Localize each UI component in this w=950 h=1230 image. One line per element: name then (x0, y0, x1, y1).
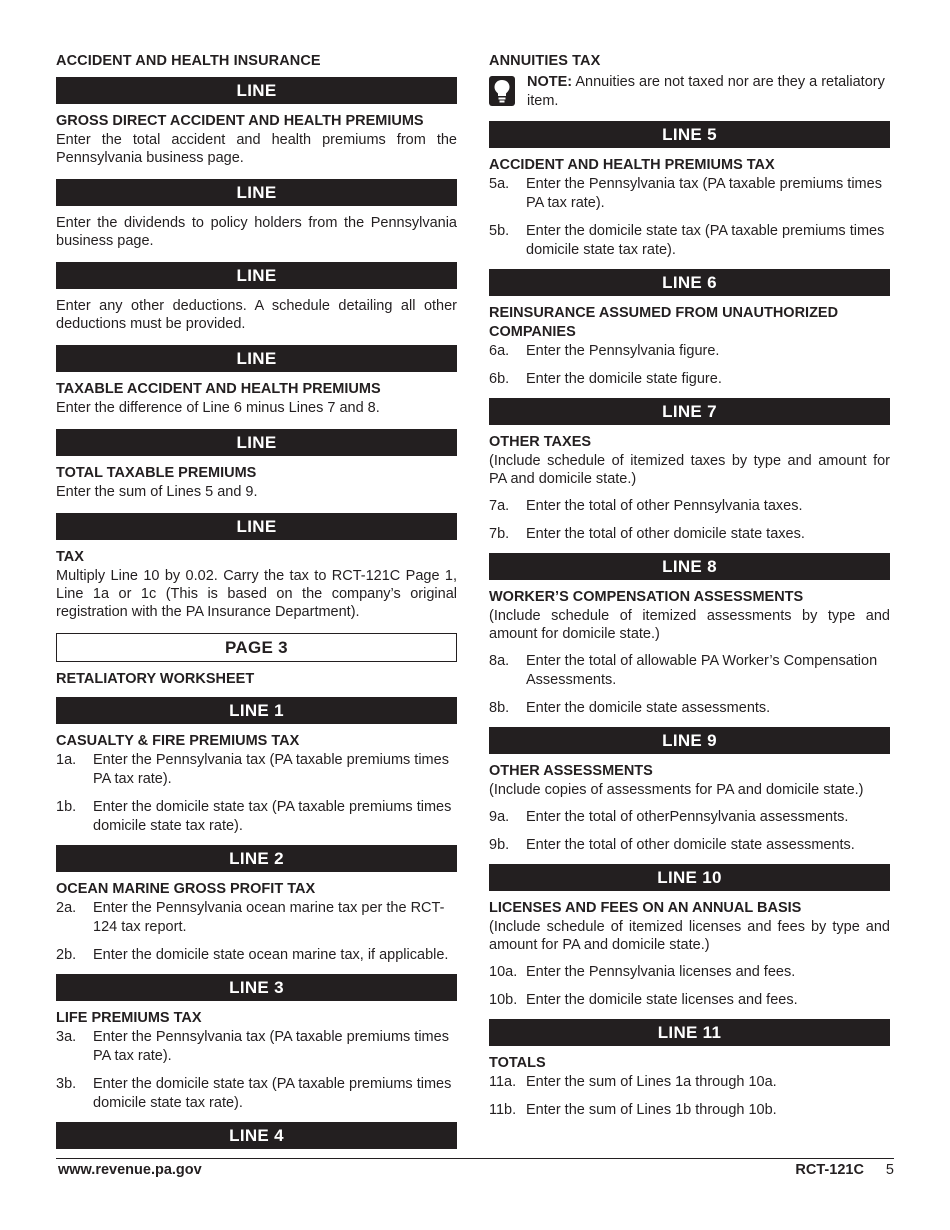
line-bar: LINE (56, 77, 457, 104)
line-instruction: (Include schedule of itemized licenses and fees by type and amount for PA and domicile state.) (489, 919, 890, 953)
list-item: 9a. Enter the total of otherPennsylvania assessments. (489, 809, 849, 825)
footer-website-link[interactable]: www.revenue.pa.gov (58, 1162, 202, 1178)
line-heading: TOTALS (489, 1055, 546, 1071)
line-bar: LINE (56, 262, 457, 289)
note-callout (489, 73, 890, 111)
line-instruction: Enter the dividends to policy holders from the Pennsylvania business page. (56, 215, 457, 249)
line-heading: OTHER TAXES (489, 434, 592, 450)
list-item: 8a. Enter the total of allowable PA Worker’s Compensation Assessments. (489, 653, 878, 688)
line-heading: REINSURANCE ASSUMED FROM UNAUTHORIZED COMPANIES (489, 305, 839, 340)
line-instruction: (Include schedule of itemized assessments by type and amount for domicile state.) (489, 608, 890, 642)
line-6-bar: LINE 6 (489, 269, 890, 296)
list-item: 2a. Enter the Pennsylvania ocean marine tax per the RCT-124 tax report. (56, 900, 445, 935)
line-bar: LINE (56, 429, 457, 456)
line-heading: TAX (56, 549, 84, 565)
line-instruction: Enter the difference of Line 6 minus Lines 7 and 8. (56, 400, 380, 416)
list-item: 11b. Enter the sum of Lines 1b through 10b. (489, 1102, 777, 1118)
list-item: 11a. Enter the sum of Lines 1a through 10a. (489, 1074, 777, 1090)
line-heading: TAXABLE ACCIDENT AND HEALTH PREMIUMS (56, 381, 381, 397)
section-title: ACCIDENT AND HEALTH INSURANCE (56, 53, 321, 69)
line-2-bar: LINE 2 (56, 845, 457, 872)
line-heading: OTHER ASSESSMENTS (489, 763, 653, 779)
list-item: 6b. Enter the domicile state figure. (489, 371, 722, 387)
line-5-bar: LINE 5 (489, 121, 890, 148)
line-instruction: (Include schedule of itemized taxes by type and amount for PA and domicile state.) (489, 453, 890, 487)
list-item: 5a. Enter the Pennsylvania tax (PA taxable premiums times PA tax rate). (489, 176, 882, 211)
line-instruction: Multiply Line 10 by 0.02. Carry the tax to RCT-121C Page 1, Line 1a or 1c (This is based on the company’s original registration with the PA Insurance Department). (56, 568, 457, 620)
line-8-bar: LINE 8 (489, 553, 890, 580)
line-instruction: Enter the total accident and health premiums from the Pennsylvania business page. (56, 132, 457, 166)
line-heading: GROSS DIRECT ACCIDENT AND HEALTH PREMIUMS (56, 113, 424, 129)
footer-divider (56, 1158, 894, 1159)
list-item: 10a. Enter the Pennsylvania licenses and fees. (489, 964, 796, 980)
list-item: 3a. Enter the Pennsylvania tax (PA taxable premiums times PA tax rate). (56, 1029, 449, 1064)
note-text: NOTE: Annuities are not taxed nor are they a retaliatory item. (527, 74, 885, 109)
list-item: 8b. Enter the domicile state assessments. (489, 700, 771, 716)
list-item: 1b. Enter the domicile state tax (PA taxable premiums times domicile state tax rate). (56, 799, 452, 834)
line-7-bar: LINE 7 (489, 398, 890, 425)
line-1-bar: LINE 1 (56, 697, 457, 724)
line-bar: LINE (56, 513, 457, 540)
line-bar: LINE (56, 179, 457, 206)
line-instruction: Enter the sum of Lines 5 and 9. (56, 484, 258, 500)
line-instruction: Enter any other deductions. A schedule detailing all other deductions must be provided. (56, 298, 457, 332)
list-item: 5b. Enter the domicile state tax (PA taxable premiums times domicile state tax rate). (489, 223, 885, 258)
form-number: RCT-121C (795, 1162, 864, 1178)
line-11-bar: LINE 11 (489, 1019, 890, 1046)
list-item: 6a. Enter the Pennsylvania figure. (489, 343, 720, 359)
line-heading: LIFE PREMIUMS TAX (56, 1010, 202, 1026)
line-9-bar: LINE 9 (489, 727, 890, 754)
line-heading: OCEAN MARINE GROSS PROFIT TAX (56, 881, 316, 897)
line-instruction: (Include copies of assessments for PA and domicile state.) (489, 782, 864, 798)
line-heading: ACCIDENT AND HEALTH PREMIUMS TAX (489, 157, 775, 173)
list-item: 7b. Enter the total of other domicile state taxes. (489, 526, 805, 542)
line-heading: TOTAL TAXABLE PREMIUMS (56, 465, 257, 481)
page-number: 5 (885, 1162, 894, 1178)
list-item: 7a. Enter the total of other Pennsylvania taxes. (489, 498, 803, 514)
footer-page-info (795, 1162, 894, 1178)
right-column (489, 50, 890, 1129)
list-item: 10b. Enter the domicile state licenses and fees. (489, 992, 798, 1008)
list-item: 1a. Enter the Pennsylvania tax (PA taxable premiums times PA tax rate). (56, 752, 449, 787)
lightbulb-icon (489, 76, 515, 106)
left-column (56, 50, 457, 1157)
line-3-bar: LINE 3 (56, 974, 457, 1001)
worksheet-title: RETALIATORY WORKSHEET (56, 671, 255, 687)
line-bar: LINE (56, 345, 457, 372)
line-heading: CASUALTY & FIRE PREMIUMS TAX (56, 733, 300, 749)
page-3-box: PAGE 3 (56, 633, 457, 662)
list-item: 3b. Enter the domicile state tax (PA taxable premiums times domicile state tax rate). (56, 1076, 452, 1111)
line-4-bar: LINE 4 (56, 1122, 457, 1149)
line-heading: LICENSES AND FEES ON AN ANNUAL BASIS (489, 900, 802, 916)
line-10-bar: LINE 10 (489, 864, 890, 891)
list-item: 2b. Enter the domicile state ocean marine tax, if applicable. (56, 947, 449, 963)
list-item: 9b. Enter the total of other domicile state assessments. (489, 837, 855, 853)
line-heading: WORKER’S COMPENSATION ASSESSMENTS (489, 589, 804, 605)
section-title: ANNUITIES TAX (489, 53, 601, 69)
